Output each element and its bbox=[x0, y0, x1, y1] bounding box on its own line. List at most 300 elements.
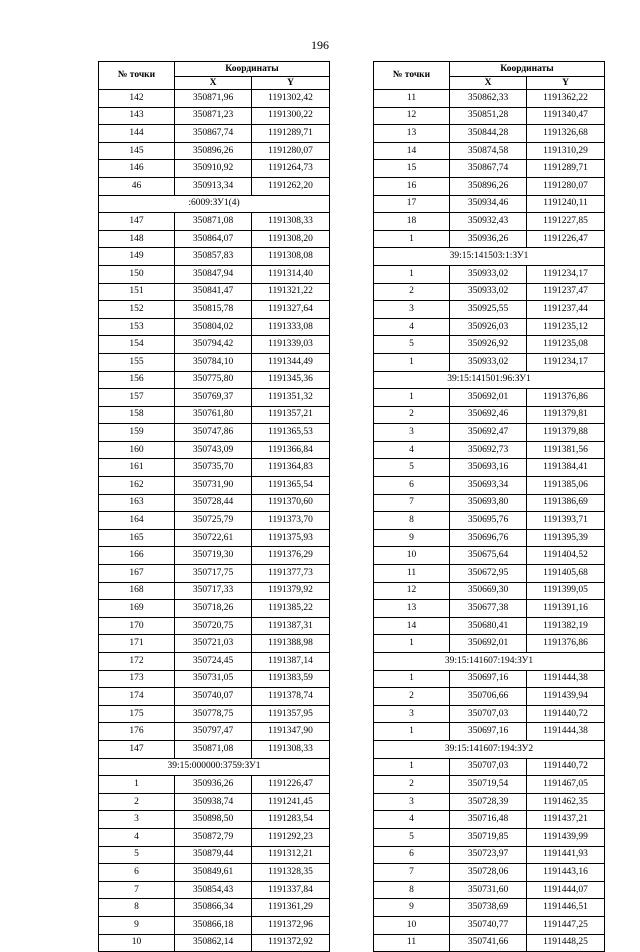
table-row bbox=[99, 265, 330, 283]
x-coordinate-cell: 350926,92 bbox=[450, 336, 527, 354]
point-number-cell: 170 bbox=[99, 617, 175, 635]
table-row bbox=[99, 494, 330, 512]
y-coordinate-cell: 1191314,40 bbox=[252, 265, 330, 283]
table-row bbox=[99, 213, 330, 231]
y-coordinate-cell: 1191344,49 bbox=[252, 353, 330, 371]
point-number-cell: 162 bbox=[99, 477, 175, 495]
y-coordinate-cell: 1191333,08 bbox=[252, 318, 330, 336]
y-coordinate-cell: 1191289,71 bbox=[527, 160, 605, 178]
y-coordinate-cell: 1191357,21 bbox=[252, 406, 330, 424]
table-row bbox=[99, 248, 330, 266]
x-coordinate-cell: 350844,28 bbox=[450, 125, 527, 143]
point-number-cell: 4 bbox=[374, 441, 450, 459]
x-coordinate-cell: 350871,23 bbox=[175, 107, 252, 125]
point-number-cell: 12 bbox=[374, 107, 450, 125]
y-coordinate-cell: 1191240,11 bbox=[527, 195, 605, 213]
y-coordinate-cell: 1191440,72 bbox=[527, 758, 605, 776]
section-row bbox=[99, 758, 330, 776]
x-coordinate-cell: 350719,54 bbox=[450, 776, 527, 794]
table-row bbox=[99, 459, 330, 477]
x-coordinate-cell: 350707,03 bbox=[450, 758, 527, 776]
point-number-cell: 8 bbox=[99, 899, 175, 917]
y-coordinate-cell: 1191300,22 bbox=[252, 107, 330, 125]
table-row bbox=[374, 125, 605, 143]
table-row bbox=[374, 934, 605, 952]
point-number-cell: 3 bbox=[374, 424, 450, 442]
x-coordinate-cell: 350896,26 bbox=[450, 177, 527, 195]
point-number-cell: 157 bbox=[99, 389, 175, 407]
point-number-cell: 6 bbox=[374, 477, 450, 495]
y-coordinate-cell: 1191312,21 bbox=[252, 846, 330, 864]
table-row bbox=[99, 934, 330, 952]
y-coordinate-cell: 1191365,53 bbox=[252, 424, 330, 442]
table-row bbox=[374, 424, 605, 442]
point-number-cell: 11 bbox=[374, 565, 450, 583]
x-coordinate-cell: 350925,55 bbox=[450, 301, 527, 319]
point-number-cell: 2 bbox=[374, 688, 450, 706]
table-row bbox=[374, 864, 605, 882]
table-row bbox=[374, 265, 605, 283]
point-number-cell: 3 bbox=[374, 705, 450, 723]
point-number-cell: 9 bbox=[374, 899, 450, 917]
point-number-cell: 166 bbox=[99, 547, 175, 565]
page-number: 196 bbox=[311, 38, 329, 52]
point-number-cell: 148 bbox=[99, 230, 175, 248]
point-number-cell: 9 bbox=[99, 916, 175, 934]
y-coordinate-cell: 1191437,21 bbox=[527, 811, 605, 829]
table-row bbox=[374, 776, 605, 794]
y-coordinate-cell: 1191384,41 bbox=[527, 459, 605, 477]
y-coordinate-cell: 1191387,14 bbox=[252, 653, 330, 671]
y-coordinate-cell: 1191441,93 bbox=[527, 846, 605, 864]
x-coordinate-cell: 350717,33 bbox=[175, 582, 252, 600]
x-coordinate-cell: 350731,90 bbox=[175, 477, 252, 495]
point-number-cell: 10 bbox=[99, 934, 175, 952]
table-row bbox=[99, 670, 330, 688]
table-row bbox=[374, 758, 605, 776]
point-number-cell: 171 bbox=[99, 635, 175, 653]
y-coordinate-cell: 1191467,05 bbox=[527, 776, 605, 794]
table-row bbox=[99, 582, 330, 600]
point-number-cell: 176 bbox=[99, 723, 175, 741]
section-row bbox=[374, 371, 605, 389]
x-coordinate-cell: 350723,97 bbox=[450, 846, 527, 864]
x-coordinate-cell: 350719,85 bbox=[450, 828, 527, 846]
x-coordinate-cell: 350738,69 bbox=[450, 899, 527, 917]
point-number-cell: 161 bbox=[99, 459, 175, 477]
x-coordinate-cell: 350731,05 bbox=[175, 670, 252, 688]
table-row bbox=[374, 494, 605, 512]
y-coordinate-cell: 1191340,47 bbox=[527, 107, 605, 125]
table-row bbox=[99, 600, 330, 618]
point-number-cell: 1 bbox=[374, 389, 450, 407]
table-row bbox=[374, 353, 605, 371]
y-coordinate-cell: 1191375,93 bbox=[252, 529, 330, 547]
table-row bbox=[374, 230, 605, 248]
x-coordinate-cell: 350913,34 bbox=[175, 177, 252, 195]
x-coordinate-cell: 350866,18 bbox=[175, 916, 252, 934]
point-number-cell: 168 bbox=[99, 582, 175, 600]
y-coordinate-cell: 1191362,22 bbox=[527, 90, 605, 108]
point-number-cell: 8 bbox=[374, 881, 450, 899]
x-coordinate-cell: 350696,76 bbox=[450, 529, 527, 547]
y-coordinate-cell: 1191379,92 bbox=[252, 582, 330, 600]
x-coordinate-cell: 350871,08 bbox=[175, 213, 252, 231]
x-coordinate-cell: 350692,73 bbox=[450, 441, 527, 459]
table-row bbox=[99, 177, 330, 195]
point-number-cell: 13 bbox=[374, 125, 450, 143]
section-row bbox=[374, 740, 605, 758]
table-row bbox=[374, 459, 605, 477]
x-coordinate-cell: 350693,80 bbox=[450, 494, 527, 512]
y-coordinate-cell: 1191327,64 bbox=[252, 301, 330, 319]
point-number-cell: 167 bbox=[99, 565, 175, 583]
point-number-cell: 1 bbox=[374, 635, 450, 653]
x-coordinate-cell: 350936,26 bbox=[175, 776, 252, 794]
point-number-cell: 46 bbox=[99, 177, 175, 195]
point-number-cell: 6 bbox=[374, 846, 450, 864]
point-number-cell: 3 bbox=[374, 301, 450, 319]
y-coordinate-cell: 1191292,23 bbox=[252, 828, 330, 846]
x-coordinate-cell: 350933,02 bbox=[450, 283, 527, 301]
y-coordinate-cell: 1191308,08 bbox=[252, 248, 330, 266]
table-row bbox=[99, 811, 330, 829]
y-coordinate-cell: 1191391,16 bbox=[527, 600, 605, 618]
x-coordinate-cell: 350804,02 bbox=[175, 318, 252, 336]
table-row bbox=[374, 301, 605, 319]
section-title: 39:15:141607:194:ЗУ1 bbox=[374, 653, 605, 671]
table-row bbox=[374, 529, 605, 547]
table-row bbox=[99, 740, 330, 758]
y-coordinate-cell: 1191234,17 bbox=[527, 265, 605, 283]
y-coordinate-cell: 1191462,35 bbox=[527, 793, 605, 811]
section-title: :6009:ЗУ1(4) bbox=[99, 195, 330, 213]
y-coordinate-cell: 1191237,44 bbox=[527, 301, 605, 319]
table-row bbox=[99, 705, 330, 723]
table-row bbox=[374, 406, 605, 424]
table-row bbox=[374, 635, 605, 653]
point-number-cell: 7 bbox=[374, 864, 450, 882]
table-row bbox=[374, 811, 605, 829]
table-row bbox=[99, 125, 330, 143]
point-number-cell: 150 bbox=[99, 265, 175, 283]
y-coordinate-cell: 1191326,68 bbox=[527, 125, 605, 143]
y-coordinate-cell: 1191387,31 bbox=[252, 617, 330, 635]
x-coordinate-cell: 350932,43 bbox=[450, 213, 527, 231]
point-number-cell: 151 bbox=[99, 283, 175, 301]
x-coordinate-cell: 350716,48 bbox=[450, 811, 527, 829]
table-row bbox=[374, 705, 605, 723]
y-coordinate-cell: 1191372,92 bbox=[252, 934, 330, 952]
table-row bbox=[374, 899, 605, 917]
x-coordinate-cell: 350720,75 bbox=[175, 617, 252, 635]
y-coordinate-cell: 1191444,07 bbox=[527, 881, 605, 899]
y-coordinate-cell: 1191345,36 bbox=[252, 371, 330, 389]
point-number-cell: 1 bbox=[374, 230, 450, 248]
x-coordinate-cell: 350707,03 bbox=[450, 705, 527, 723]
point-number-cell: 155 bbox=[99, 353, 175, 371]
y-coordinate-cell: 1191226,47 bbox=[252, 776, 330, 794]
table-row bbox=[99, 846, 330, 864]
point-number-cell: 7 bbox=[99, 881, 175, 899]
x-coordinate-cell: 350697,16 bbox=[450, 670, 527, 688]
y-coordinate-cell: 1191262,20 bbox=[252, 177, 330, 195]
y-coordinate-cell: 1191381,56 bbox=[527, 441, 605, 459]
point-number-cell: 4 bbox=[374, 811, 450, 829]
y-coordinate-cell: 1191308,20 bbox=[252, 230, 330, 248]
x-coordinate-cell: 350731,60 bbox=[450, 881, 527, 899]
y-coordinate-cell: 1191404,52 bbox=[527, 547, 605, 565]
x-coordinate-cell: 350936,26 bbox=[450, 230, 527, 248]
section-title: 39:15:141503:1:ЗУ1 bbox=[374, 248, 605, 266]
x-coordinate-cell: 350735,70 bbox=[175, 459, 252, 477]
table-row bbox=[374, 600, 605, 618]
x-header: X bbox=[175, 77, 252, 90]
y-coordinate-cell: 1191448,25 bbox=[527, 934, 605, 952]
x-coordinate-cell: 350692,46 bbox=[450, 406, 527, 424]
x-coordinate-cell: 350775,80 bbox=[175, 371, 252, 389]
point-number-cell: 146 bbox=[99, 160, 175, 178]
point-number-cell: 15 bbox=[374, 160, 450, 178]
table-row bbox=[99, 142, 330, 160]
table-row bbox=[99, 776, 330, 794]
y-coordinate-cell: 1191337,84 bbox=[252, 881, 330, 899]
point-number-cell: 164 bbox=[99, 512, 175, 530]
y-coordinate-cell: 1191439,99 bbox=[527, 828, 605, 846]
table-row bbox=[99, 318, 330, 336]
table-row bbox=[374, 582, 605, 600]
y-coordinate-cell: 1191237,47 bbox=[527, 283, 605, 301]
table-row bbox=[99, 90, 330, 108]
table-row bbox=[374, 213, 605, 231]
table-row bbox=[374, 177, 605, 195]
y-header: Y bbox=[252, 77, 330, 90]
table-row bbox=[99, 353, 330, 371]
x-coordinate-cell: 350675,64 bbox=[450, 547, 527, 565]
point-number-cell: 156 bbox=[99, 371, 175, 389]
x-coordinate-cell: 350797,47 bbox=[175, 723, 252, 741]
point-number-cell: 18 bbox=[374, 213, 450, 231]
coordinates-header: Координаты bbox=[175, 62, 330, 77]
table-row bbox=[374, 846, 605, 864]
x-coordinate-cell: 350815,78 bbox=[175, 301, 252, 319]
y-coordinate-cell: 1191351,32 bbox=[252, 389, 330, 407]
y-coordinate-cell: 1191385,22 bbox=[252, 600, 330, 618]
y-coordinate-cell: 1191289,71 bbox=[252, 125, 330, 143]
x-coordinate-cell: 350693,16 bbox=[450, 459, 527, 477]
table-row bbox=[374, 670, 605, 688]
x-coordinate-cell: 350851,28 bbox=[450, 107, 527, 125]
y-coordinate-cell: 1191446,51 bbox=[527, 899, 605, 917]
y-coordinate-cell: 1191226,47 bbox=[527, 230, 605, 248]
x-coordinate-cell: 350761,80 bbox=[175, 406, 252, 424]
point-number-cell: 16 bbox=[374, 177, 450, 195]
x-coordinate-cell: 350706,66 bbox=[450, 688, 527, 706]
x-coordinate-cell: 350934,46 bbox=[450, 195, 527, 213]
x-coordinate-cell: 350717,75 bbox=[175, 565, 252, 583]
table-row bbox=[374, 195, 605, 213]
point-number-cell: 8 bbox=[374, 512, 450, 530]
point-number-cell: 5 bbox=[374, 459, 450, 477]
x-coordinate-cell: 350794,42 bbox=[175, 336, 252, 354]
table-row bbox=[99, 371, 330, 389]
point-number-header: № точки bbox=[99, 62, 175, 90]
x-coordinate-cell: 350692,01 bbox=[450, 635, 527, 653]
y-coordinate-cell: 1191366,84 bbox=[252, 441, 330, 459]
point-number-cell: 3 bbox=[374, 793, 450, 811]
x-coordinate-cell: 350728,39 bbox=[450, 793, 527, 811]
y-coordinate-cell: 1191235,08 bbox=[527, 336, 605, 354]
point-number-cell: 145 bbox=[99, 142, 175, 160]
x-coordinate-cell: 350896,26 bbox=[175, 142, 252, 160]
point-number-cell: 14 bbox=[374, 142, 450, 160]
point-number-cell: 4 bbox=[374, 318, 450, 336]
table-row bbox=[374, 441, 605, 459]
point-number-cell: 5 bbox=[99, 846, 175, 864]
point-number-cell: 11 bbox=[374, 90, 450, 108]
table-row bbox=[99, 793, 330, 811]
y-coordinate-cell: 1191395,39 bbox=[527, 529, 605, 547]
y-coordinate-cell: 1191440,72 bbox=[527, 705, 605, 723]
point-number-cell: 2 bbox=[99, 793, 175, 811]
x-coordinate-cell: 350697,16 bbox=[450, 723, 527, 741]
x-coordinate-cell: 350866,34 bbox=[175, 899, 252, 917]
x-coordinate-cell: 350862,33 bbox=[450, 90, 527, 108]
table-row bbox=[374, 107, 605, 125]
point-number-cell: 147 bbox=[99, 213, 175, 231]
table-row bbox=[374, 512, 605, 530]
x-coordinate-cell: 350864,07 bbox=[175, 230, 252, 248]
x-coordinate-cell: 350747,86 bbox=[175, 424, 252, 442]
y-coordinate-cell: 1191234,17 bbox=[527, 353, 605, 371]
table-row bbox=[99, 529, 330, 547]
section-title: 39:15:141607:194:ЗУ2 bbox=[374, 740, 605, 758]
table-row bbox=[99, 653, 330, 671]
table-row bbox=[99, 441, 330, 459]
y-coordinate-cell: 1191439,94 bbox=[527, 688, 605, 706]
y-coordinate-cell: 1191302,42 bbox=[252, 90, 330, 108]
x-coordinate-cell: 350695,76 bbox=[450, 512, 527, 530]
y-coordinate-cell: 1191241,45 bbox=[252, 793, 330, 811]
x-coordinate-cell: 350784,10 bbox=[175, 353, 252, 371]
table-row bbox=[99, 617, 330, 635]
x-coordinate-cell: 350728,44 bbox=[175, 494, 252, 512]
table-row bbox=[374, 547, 605, 565]
table-row bbox=[374, 318, 605, 336]
point-number-cell: 173 bbox=[99, 670, 175, 688]
section-row bbox=[99, 195, 330, 213]
table-row bbox=[374, 617, 605, 635]
point-number-cell: 144 bbox=[99, 125, 175, 143]
point-number-cell: 5 bbox=[374, 828, 450, 846]
x-coordinate-cell: 350693,34 bbox=[450, 477, 527, 495]
x-coordinate-cell: 350879,44 bbox=[175, 846, 252, 864]
x-coordinate-cell: 350778,75 bbox=[175, 705, 252, 723]
point-number-cell: 2 bbox=[374, 776, 450, 794]
x-coordinate-cell: 350854,43 bbox=[175, 881, 252, 899]
table-row bbox=[374, 142, 605, 160]
y-coordinate-cell: 1191264,73 bbox=[252, 160, 330, 178]
section-row bbox=[374, 653, 605, 671]
point-number-cell: 1 bbox=[374, 758, 450, 776]
y-coordinate-cell: 1191379,88 bbox=[527, 424, 605, 442]
table-row bbox=[99, 688, 330, 706]
y-coordinate-cell: 1191372,96 bbox=[252, 916, 330, 934]
table-row bbox=[99, 389, 330, 407]
y-coordinate-cell: 1191280,07 bbox=[252, 142, 330, 160]
point-number-cell: 9 bbox=[374, 529, 450, 547]
y-coordinate-cell: 1191393,71 bbox=[527, 512, 605, 530]
point-number-cell: 163 bbox=[99, 494, 175, 512]
y-coordinate-cell: 1191388,98 bbox=[252, 635, 330, 653]
x-coordinate-cell: 350871,96 bbox=[175, 90, 252, 108]
table-row bbox=[374, 688, 605, 706]
y-coordinate-cell: 1191376,86 bbox=[527, 635, 605, 653]
point-number-cell: 142 bbox=[99, 90, 175, 108]
x-coordinate-cell: 350724,45 bbox=[175, 653, 252, 671]
point-number-cell: 149 bbox=[99, 248, 175, 266]
x-coordinate-cell: 350719,30 bbox=[175, 547, 252, 565]
y-coordinate-cell: 1191383,59 bbox=[252, 670, 330, 688]
table-row bbox=[374, 793, 605, 811]
y-coordinate-cell: 1191365,54 bbox=[252, 477, 330, 495]
table-row bbox=[374, 723, 605, 741]
x-coordinate-cell: 350672,95 bbox=[450, 565, 527, 583]
x-coordinate-cell: 350728,06 bbox=[450, 864, 527, 882]
point-number-cell: 14 bbox=[374, 617, 450, 635]
table-row bbox=[99, 723, 330, 741]
x-coordinate-cell: 350721,03 bbox=[175, 635, 252, 653]
point-number-cell: 4 bbox=[99, 828, 175, 846]
x-coordinate-cell: 350867,74 bbox=[175, 125, 252, 143]
point-number-cell: 10 bbox=[374, 916, 450, 934]
point-number-cell: 1 bbox=[374, 265, 450, 283]
x-coordinate-cell: 350725,79 bbox=[175, 512, 252, 530]
section-row bbox=[374, 248, 605, 266]
x-coordinate-cell: 350933,02 bbox=[450, 353, 527, 371]
table-row bbox=[99, 477, 330, 495]
point-number-cell: 143 bbox=[99, 107, 175, 125]
table-row bbox=[99, 512, 330, 530]
table-row bbox=[99, 828, 330, 846]
table-row bbox=[99, 635, 330, 653]
point-number-cell: 10 bbox=[374, 547, 450, 565]
point-number-cell: 159 bbox=[99, 424, 175, 442]
y-coordinate-cell: 1191386,69 bbox=[527, 494, 605, 512]
y-header: Y bbox=[527, 77, 605, 90]
point-number-cell: 175 bbox=[99, 705, 175, 723]
point-number-cell: 160 bbox=[99, 441, 175, 459]
point-number-cell: 158 bbox=[99, 406, 175, 424]
y-coordinate-cell: 1191308,33 bbox=[252, 213, 330, 231]
table-row bbox=[99, 881, 330, 899]
x-coordinate-cell: 350849,61 bbox=[175, 864, 252, 882]
table-row bbox=[374, 881, 605, 899]
table-row bbox=[99, 336, 330, 354]
table-row bbox=[374, 90, 605, 108]
y-coordinate-cell: 1191379,81 bbox=[527, 406, 605, 424]
table-row bbox=[99, 160, 330, 178]
coordinates-table-right bbox=[373, 61, 605, 952]
x-header: X bbox=[450, 77, 527, 90]
section-title: 39:15:000000:3759:ЗУ1 bbox=[99, 758, 330, 776]
point-number-cell: 11 bbox=[374, 934, 450, 952]
point-number-cell: 6 bbox=[99, 864, 175, 882]
table-row bbox=[99, 424, 330, 442]
point-number-cell: 1 bbox=[99, 776, 175, 794]
point-number-cell: 174 bbox=[99, 688, 175, 706]
table-row bbox=[99, 230, 330, 248]
